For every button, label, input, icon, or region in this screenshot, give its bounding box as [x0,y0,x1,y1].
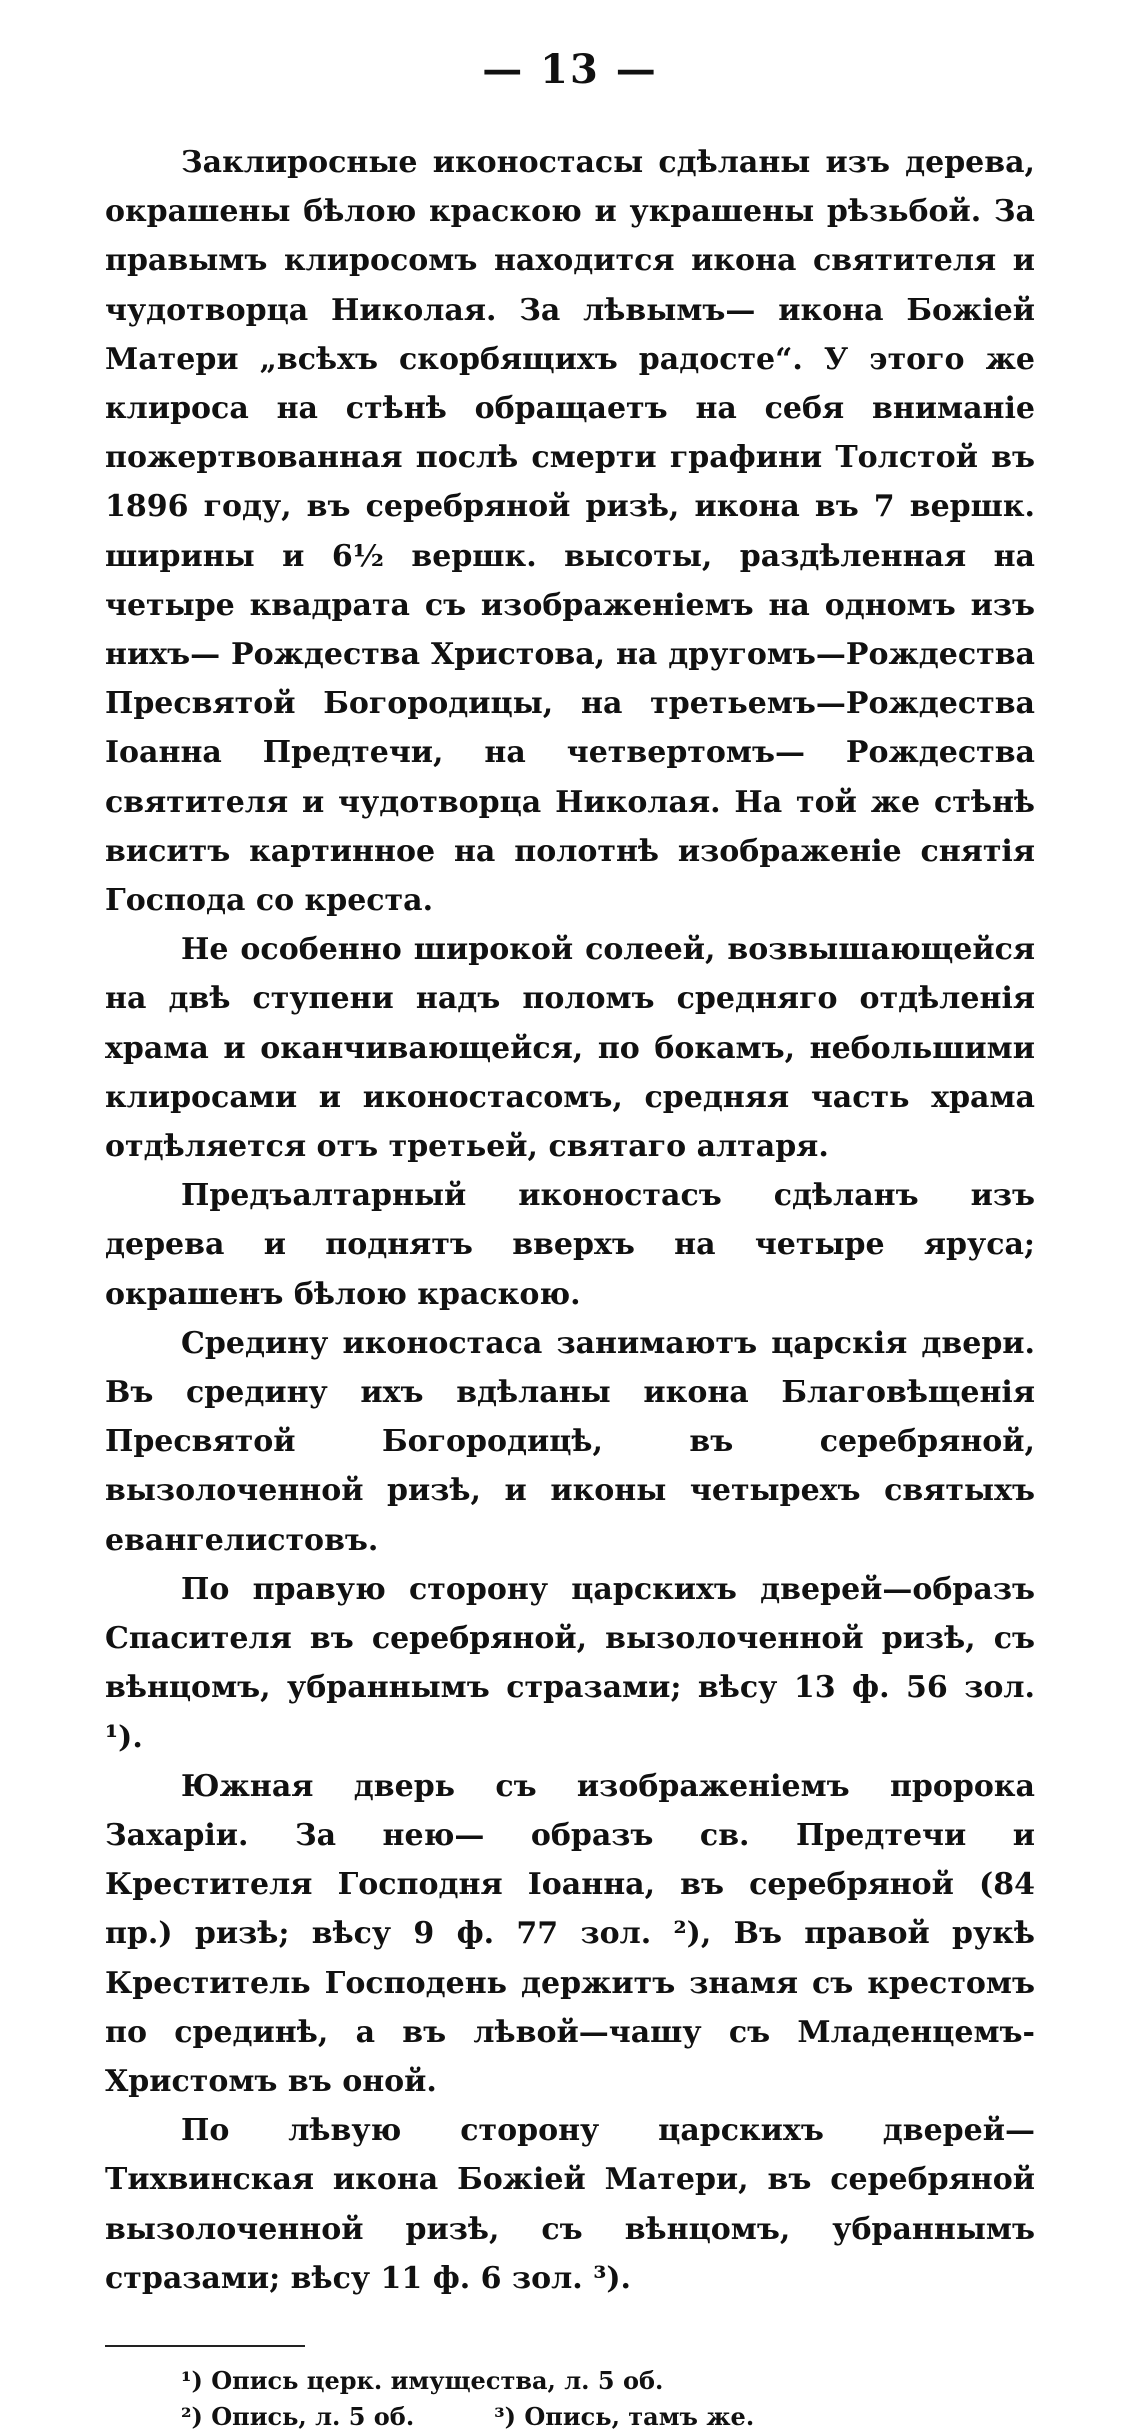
paragraph: Средину иконостаса занимаютъ царскія двери. Въ средину ихъ вдѣланы икона Благовѣщенія Пресвятой Богородицѣ, въ серебряной, вызолоченной ризѣ, и иконы четырехъ святыхъ евангелистовъ. [105,1325,1035,1558]
footnotes [105,2363,1035,2435]
paragraph: Предъалтарный иконостасъ сдѣланъ изъ дерева и поднятъ вверхъ на четыре яруса; окрашенъ бѣлою краскою. [105,1178,1035,1312]
footnote-1: ¹) Опись церк. имущества, л. 5 об. [181,2365,664,2395]
body-text [105,138,1035,2303]
paragraph: Южная дверь съ изображеніемъ пророка Захаріи. За нею— образъ св. Предтечи и Крестителя Господня Іоанна, въ серебряной (84 пр.) ризѣ; вѣсу 9 ф. 77 зол. ²), Въ правой рукѣ Креститель Господень держитъ знамя съ крестомъ по срединѣ, а въ лѣвой—чашу съ Младенцемъ-Христомъ въ оной. [105,1768,1035,2099]
footnote-separator [105,2345,305,2347]
paragraph: Не особенно широкой солеей, возвышающейся на двѣ ступени надъ поломъ средняго отдѣленія храма и оканчивающейся, по бокамъ, небольшими клиросами и иконостасомъ, средняя часть храма отдѣляется отъ третьей, святаго алтаря. [105,932,1035,1165]
paragraph: По правую сторону царскихъ дверей—образъ Спасителя въ серебряной, вызолоченной ризѣ, съ вѣнцомъ, убраннымъ стразами; вѣсу 13 ф. 56 зол. ¹). [105,1571,1035,1755]
footnote-2: ²) Опись, л. 5 об. [181,2401,415,2431]
footnote-line [105,2399,1035,2435]
footnote-3: ³) Опись, тамъ же. [494,2401,755,2431]
page-number: — 13 — [482,46,658,93]
paragraph: Заклиросные иконостасы сдѣланы изъ дерева, окрашены бѣлою краскою и украшены рѣзьбой. За правымъ клиросомъ находится икона святителя и чудотворца Николая. За лѣвымъ— икона Божіей Матери „всѣхъ скорбящихъ радосте“. У этого же клироса на стѣнѣ обращаетъ на себя вниманіе пожертвованная послѣ смерти графини Толстой въ 1896 году, въ серебряной ризѣ, икона въ 7 вершк. ширины и 6½ вершк. высоты, раздѣленная на четыре квадрата съ изображеніемъ на одномъ изъ нихъ— Рождества Христова, на другомъ—Рождества Пресвятой Богородицы, на третьемъ—Рождества Іоанна Предтечи, на четвертомъ— Рождества святителя и чудотворца Николая. На той же стѣнѣ виситъ картинное на полотнѣ изображеніе снятія Господа со креста. [105,145,1035,919]
book-page [105,46,1035,2435]
paragraph: По лѣвую сторону царскихъ дверей—Тихвинская икона Божіей Матери, въ серебряной вызолоченной ризѣ, съ вѣнцомъ, убраннымъ стразами; вѣсу 11 ф. 6 зол. ³). [105,2113,1035,2296]
footnote-line [105,2363,1035,2399]
